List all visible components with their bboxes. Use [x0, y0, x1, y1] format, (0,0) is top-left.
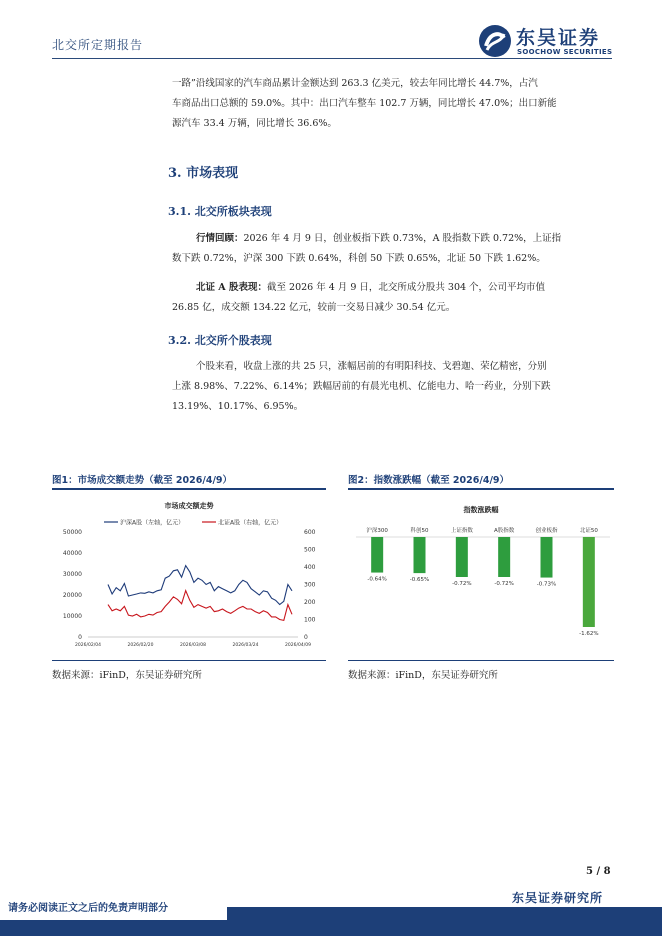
figure-1-top-rule: [52, 488, 326, 490]
figure-1-chart: [52, 492, 326, 660]
figure-1-bottom-rule: [52, 660, 326, 661]
right-axis-tick-label: 300: [304, 581, 316, 589]
value-label: -0.72%: [494, 581, 514, 587]
figure-2-bottom-rule: [348, 660, 614, 661]
intro-line: 源汽车 33.4 万辆，同比增长 36.6%。: [172, 118, 337, 129]
figure-2-source: 数据来源：iFinD，东吴证券研究所: [348, 670, 498, 681]
review-text: 2026 年 4 月 9 日，创业板指下跌 0.73%，A 股指数下跌 0.72%，上证指: [243, 233, 562, 244]
review-label: 行情回顾：: [196, 233, 244, 244]
bar: [371, 537, 383, 573]
left-axis-tick-label: 30000: [62, 571, 82, 578]
x-axis-tick-label: 2026/03/24: [232, 643, 259, 648]
bse-text: 截至 2026 年 4 月 9 日，北交所成分股共 304 个，公司平均市值: [267, 282, 546, 293]
right-axis-tick-label: 400: [304, 564, 316, 571]
section-3-heading: 3. 市场表现: [168, 166, 239, 181]
footer-disclaimer: 请务必阅读正文之后的免责声明部分: [8, 903, 168, 914]
legend-label-0: 沪深A股（左轴，亿元）: [120, 519, 185, 527]
market-review-paragraph: [172, 229, 614, 269]
review-line: 数下跌 0.72%，沪深 300 下跌 0.64%，科创 50 下跌 0.65%，北证 50 下跌 1.62%。: [172, 253, 546, 264]
stock-line: 上涨 8.98%、7.22%、6.14%；跌幅居前的有晨光电机、亿能电力、哈一药业，分别下跌: [172, 381, 551, 392]
category-label: 上证指数: [450, 528, 473, 534]
section-3-2-heading: 3.2. 北交所个股表现: [168, 334, 272, 347]
header-divider: [52, 58, 612, 59]
logo-mark-icon: [478, 24, 512, 58]
intro-line: 车商品出口总额的 59.0%。其中：出口汽车整车 102.7 万辆，同比增长 47.0%；出口新能: [172, 98, 557, 109]
category-label: 科创50: [410, 528, 429, 534]
review-line: [172, 229, 614, 249]
x-axis-tick-label: 2026/02/20: [127, 643, 154, 648]
x-axis-tick-label: 2026/04/09: [285, 643, 311, 648]
right-axis-tick-label: 200: [304, 599, 316, 606]
figure-1-title: 图1：市场成交额走势（截至 2026/4/9）: [52, 475, 233, 486]
right-axis-tick-label: 600: [304, 529, 316, 536]
footer-company: 东吴证券研究所: [512, 891, 604, 905]
left-axis-tick-label: 50000: [62, 529, 82, 536]
value-label: -0.73%: [536, 581, 557, 588]
bar: [541, 537, 553, 578]
bar: [583, 537, 595, 627]
series-line-1: [108, 591, 292, 621]
x-axis-tick-label: 2026/03/08: [180, 643, 206, 648]
logo-subtitle: SOOCHOW SECURITIES: [517, 48, 613, 56]
company-logo: [478, 22, 618, 62]
intro-paragraph: [172, 74, 614, 134]
page-number: 5 / 8: [586, 866, 611, 877]
category-label: 北证50: [579, 528, 598, 534]
x-axis-tick-label: 2026/02/04: [75, 643, 101, 648]
series-line-0: [108, 566, 292, 605]
value-label: -0.65%: [409, 577, 430, 584]
stock-line: 个股来看，收盘上涨的共 25 只，涨幅居前的有明阳科技、戈碧迦、荣亿精密，分别: [196, 361, 547, 372]
right-axis-tick-label: 0: [304, 634, 308, 641]
right-axis-tick-label: 500: [304, 546, 316, 554]
chart-title: 市场成交额走势: [164, 502, 214, 510]
stock-performance-paragraph: [172, 357, 614, 417]
right-axis-tick-label: 100: [304, 616, 316, 624]
intro-line: 一路”沿线国家的汽车商品累计金额达到 263.3 亿美元，较去年同比增长 44.7%，占汽: [172, 78, 538, 89]
value-label: -0.64%: [367, 576, 387, 583]
report-title: 北交所定期报告: [52, 38, 144, 52]
bse-line: 26.85 亿，成交额 134.22 亿元，较前一交易日减少 30.54 亿元。: [172, 302, 456, 313]
bar: [456, 537, 468, 577]
category-label: A股指数: [494, 528, 515, 534]
chart-title: 指数涨跌幅: [463, 506, 499, 514]
figure-2-top-rule: [348, 488, 614, 490]
value-label: -0.72%: [452, 581, 472, 587]
bar: [498, 537, 510, 577]
legend-label-1: 北证A股（右轴，亿元）: [218, 519, 283, 527]
left-axis-tick-label: 20000: [62, 592, 82, 599]
figure-2-chart: [348, 492, 614, 660]
left-axis-tick-label: 0: [78, 634, 82, 641]
left-axis-tick-label: 10000: [62, 613, 82, 620]
section-3-1-heading: 3.1. 北交所板块表现: [168, 205, 272, 218]
category-label: 沪深300: [366, 528, 388, 534]
figure-2-title: 图2：指数涨跌幅（截至 2026/4/9）: [348, 475, 510, 486]
stock-line: 13.19%、10.17%、6.95%。: [172, 401, 304, 412]
bse-performance-paragraph: [172, 278, 614, 318]
left-axis-tick-label: 40000: [62, 550, 82, 557]
logo-name: 东吴证券: [516, 27, 601, 49]
value-label: -1.62%: [579, 631, 599, 637]
figure-1-source: 数据来源：iFinD，东吴证券研究所: [52, 670, 202, 681]
bse-line: [172, 278, 614, 298]
bse-label: 北证 A 股表现：: [196, 282, 267, 293]
category-label: 创业板指: [535, 528, 558, 534]
bar: [414, 537, 426, 573]
